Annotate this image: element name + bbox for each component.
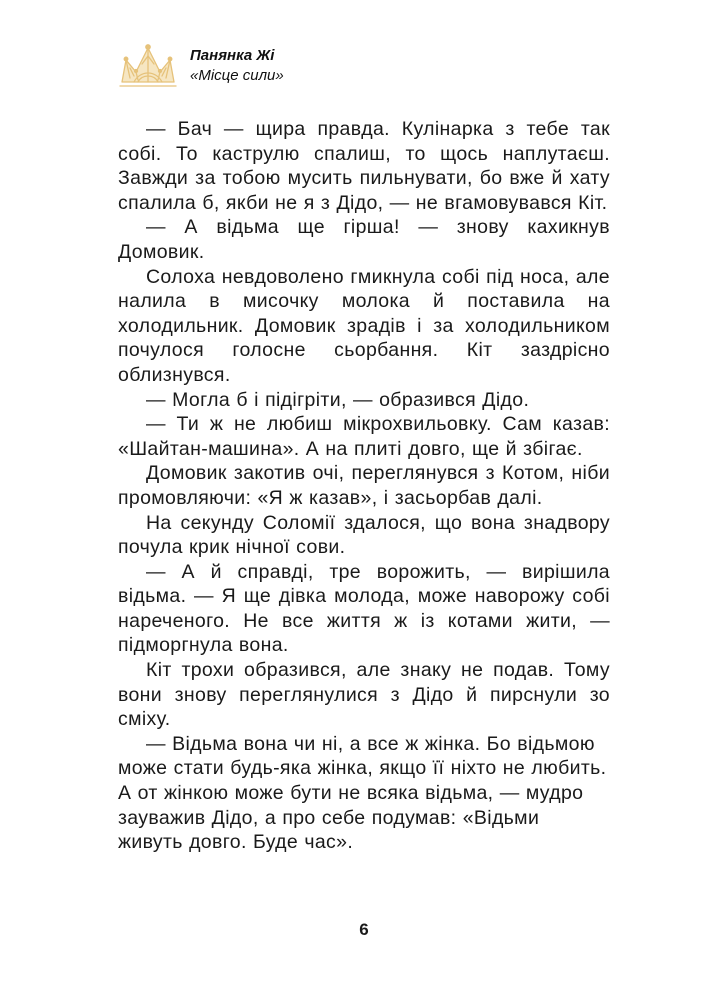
paragraph: Кіт трохи образився, але знаку не подав. Тому вони знову переглянулися з Дідо й пирснули зо сміху. bbox=[118, 659, 610, 731]
running-header bbox=[116, 40, 284, 92]
book-author: Панянка Жі bbox=[190, 47, 275, 64]
paragraph: — А відьма ще гірша! — знову кахикнув Домовик. bbox=[118, 216, 610, 263]
paragraph: На секунду Соломії здалося, що вона знадвору почула крик нічної сови. bbox=[118, 511, 610, 559]
paragraph: Солоха невдоволено гмикнула собі під носа, але налила в мисочку молока й поставила на холодильник. Домовик зрадів і за холодильником почулося голосне сьорбання. Кіт заздрісно облизнувся. bbox=[118, 265, 610, 386]
page-body bbox=[118, 117, 610, 855]
header-text bbox=[190, 46, 284, 86]
book-title: «Місце сили» bbox=[190, 67, 284, 84]
paragraph: Домовик закотив очі, переглянувся з Котом, ніби промовляючи: «Я ж казав», і засьорбав далі. bbox=[118, 462, 610, 509]
paragraph: — Відьма вона чи ні, а все ж жінка. Бо відьмою може стати будь-яка жінка, якщо її ніхто не любить. А от жінкою може бути не всяка відьма, — мудро зауважив Дідо, а про себе подумав: «Відьми живуть довго. Буде час». bbox=[118, 732, 607, 854]
paragraph: — Ти ж не любиш мікрохвильовку. Сам казав: «Шайтан-машина». А на плиті довго, ще й збігає. bbox=[118, 413, 610, 460]
paragraph: — Могла б і підігріти, — образився Дідо. bbox=[146, 388, 530, 411]
page-number: 6 bbox=[359, 920, 369, 939]
crown-icon bbox=[116, 42, 180, 90]
paragraph: — Бач — щира правда. Кулінарка з тебе так собі. То каструлю спалиш, то щось наплутаєш. Завжди за тобою мусить пильнувати, бо вже й хату спалила б, якби не я з Дідо, — не вгамовувався Кіт. bbox=[118, 118, 610, 214]
paragraph: — А й справді, тре ворожить, — вирішила відьма. — Я ще дівка молода, може наворожу собі нареченого. Не все життя ж із котами жити, — підморгнула вона. bbox=[118, 560, 610, 657]
